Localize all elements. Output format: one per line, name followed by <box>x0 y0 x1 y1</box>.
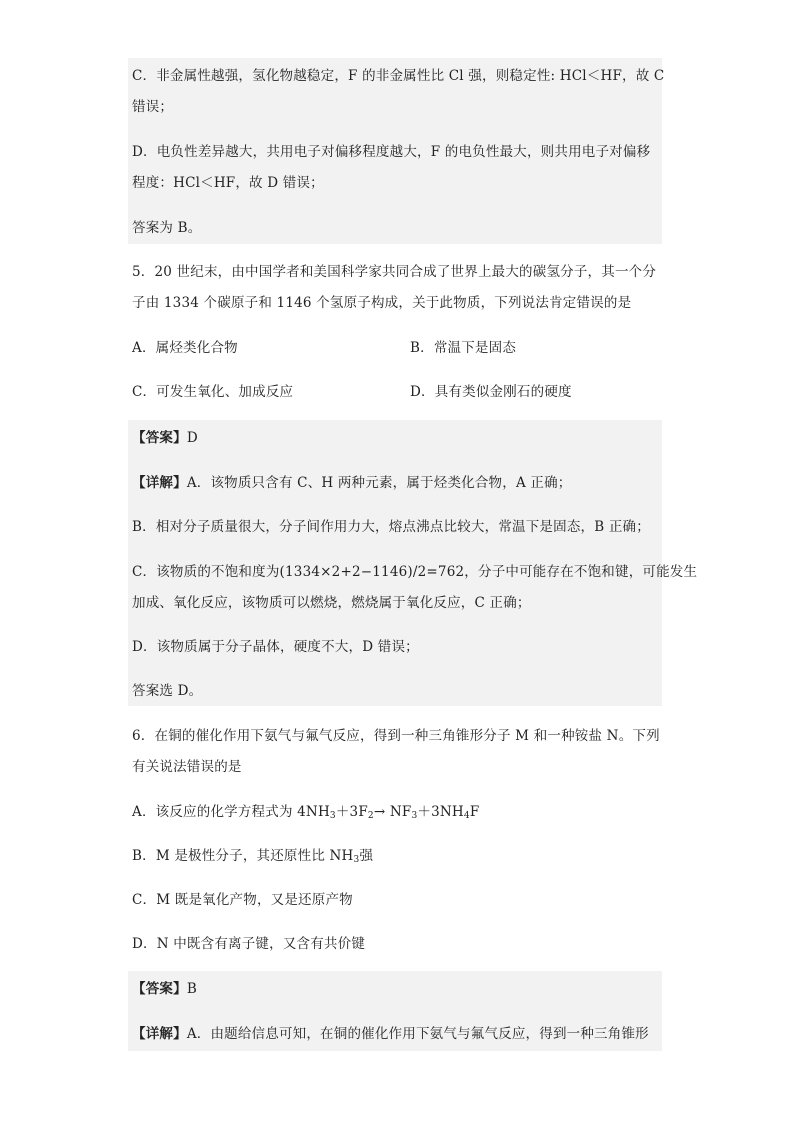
q6-option-b-subscript: 3 <box>353 855 360 865</box>
q6-option-a-subscript-1: 3 <box>329 811 336 821</box>
q5-detail-c-line1: C．该物质的不饱和度为(1334×2+2−1146)/2=762，分子中可能存在不饱和键，可能发生 <box>132 564 698 580</box>
q6-detail-tag: 【详解】 <box>132 1026 187 1042</box>
q5-detail-tag: 【详解】 <box>132 475 187 491</box>
q6-detail-a-line1 <box>132 1024 649 1044</box>
q5-option-c: C．可发生氧化、加成反应 <box>132 384 294 400</box>
q6-option-a-end: F <box>469 804 480 820</box>
q6-stem-line2: 有关说法错误的是 <box>132 759 242 775</box>
q4-conclusion: 答案为 B。 <box>132 220 202 236</box>
q6-option-a-subscript-3: 3 <box>411 811 418 821</box>
q5-answer-value: D <box>186 430 198 446</box>
q4-option-c-explanation-line2: 错误； <box>132 99 174 115</box>
q5-detail-a-text: A．该物质只含有 C、H 两种元素，属于烃类化合物，A 正确； <box>186 475 572 491</box>
q6-option-a-mid-1: ＋3F <box>335 804 368 820</box>
q6-option-b-prefix: B．M 是极性分子，其还原性比 NH <box>132 848 354 864</box>
q5-detail-c-line2: 加成、氧化反应，该物质可以燃烧，燃烧属于氧化反应，C 正确； <box>132 595 531 611</box>
q6-option-a-mid-2: → NF <box>373 804 412 820</box>
q5-stem-line2: 子由 1334 个碳原子和 1146 个氢原子构成，关于此物质，下列说法肯定错误的是 <box>132 295 632 311</box>
q5-detail-a <box>132 473 572 493</box>
q4-option-c-explanation-line1: C．非金属性越强，氢化物越稳定，F 的非金属性比 Cl 强，则稳定性: HCl＜HF，故 C <box>132 68 665 84</box>
q6-option-b <box>132 846 373 866</box>
q6-detail-a-text: A．由题给信息可知，在铜的催化作用下氨气与氟气反应，得到一种三角锥形 <box>186 1026 649 1042</box>
q6-option-a-subscript-4: 4 <box>463 811 470 821</box>
q5-option-d: D．具有类似金刚石的硬度 <box>410 384 572 400</box>
q6-option-d: D．N 中既含有离子键，又含有共价键 <box>132 936 366 952</box>
q6-option-c: C．M 既是氧化产物，又是还原产物 <box>132 892 353 908</box>
q5-answer <box>132 428 198 448</box>
q6-option-a-mid-3: ＋3NH <box>417 804 464 820</box>
q4-option-d-explanation-line1: D．电负性差异越大，共用电子对偏移程度越大，F 的电负性最大，则共用电子对偏移 <box>132 144 651 160</box>
q6-option-a-subscript-2: 2 <box>367 811 374 821</box>
q6-option-a-prefix: A．该反应的化学方程式为 4NH <box>132 804 330 820</box>
q6-answer <box>132 979 197 999</box>
q6-option-b-end: 强 <box>359 848 374 864</box>
q5-detail-d: D．该物质属于分子晶体，硬度不大，D 错误； <box>132 639 419 655</box>
q5-stem-line1: 5．20 世纪末，由中国学者和美国科学家共同合成了世界上最大的碳氢分子，其一个分 <box>132 264 657 280</box>
q5-conclusion: 答案选 D。 <box>132 683 203 699</box>
q5-detail-b: B．相对分子质量很大，分子间作用力大，熔点沸点比较大，常温下是固态，B 正确； <box>132 519 650 535</box>
q6-option-a <box>132 802 479 822</box>
q5-option-b: B．常温下是固态 <box>410 340 517 356</box>
q6-stem-line1: 6．在铜的催化作用下氨气与氟气反应，得到一种三角锥形分子 M 和一种铵盐 N。下列 <box>132 728 660 744</box>
q4-option-d-explanation-line2: 程度：HCl＜HF，故 D 错误； <box>132 175 324 191</box>
q5-answer-tag: 【答案】 <box>132 430 187 446</box>
q5-option-a: A．属烃类化合物 <box>132 340 238 356</box>
q6-answer-tag: 【答案】 <box>132 981 187 997</box>
q6-answer-value: B <box>186 981 197 997</box>
